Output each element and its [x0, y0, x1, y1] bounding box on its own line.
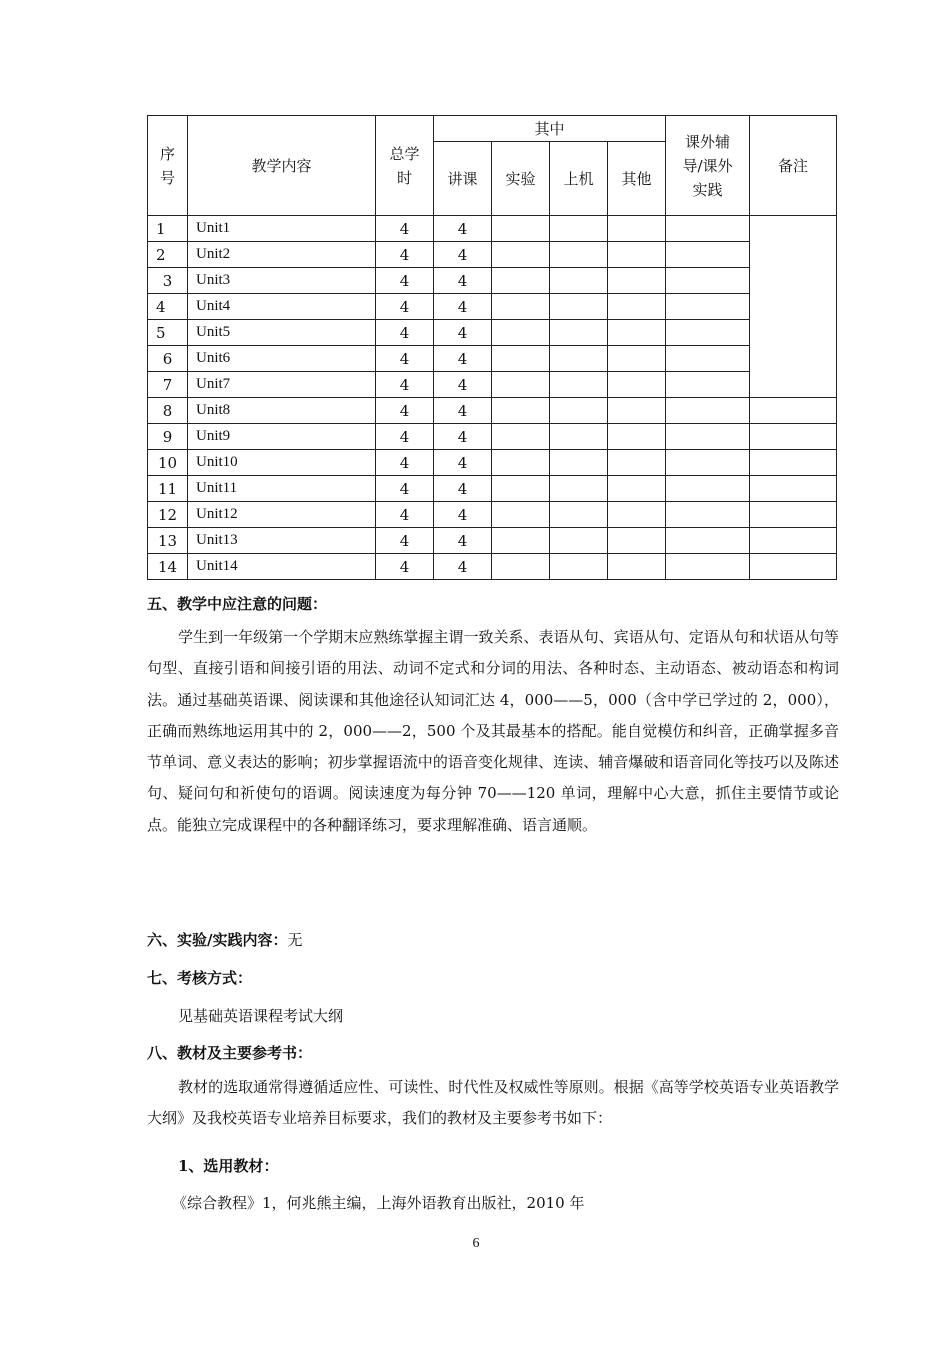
header-lecture: 讲课 [434, 142, 492, 216]
section6-heading-text: 六、实验/实践内容： [147, 931, 288, 949]
table-row [148, 424, 837, 450]
cell-tutoring [666, 320, 750, 346]
cell-seq: 7 [148, 372, 188, 398]
table-row [148, 554, 837, 580]
section8-sub-heading: 1、选用教材： [178, 1157, 279, 1175]
cell-tutoring [666, 346, 750, 372]
cell-seq: 14 [148, 554, 188, 580]
cell-total-hours: 4 [376, 476, 434, 502]
cell-experiment [492, 554, 550, 580]
schedule-table [147, 115, 837, 580]
cell-tutoring [666, 398, 750, 424]
cell-tutoring [666, 424, 750, 450]
header-experiment: 实验 [492, 142, 550, 216]
cell-tutoring [666, 216, 750, 242]
cell-tutoring [666, 476, 750, 502]
cell-computer [550, 450, 608, 476]
cell-content: Unit3 [188, 268, 376, 294]
cell-other [608, 294, 666, 320]
cell-other [608, 242, 666, 268]
cell-remarks [750, 554, 837, 580]
cell-content: Unit8 [188, 398, 376, 424]
header-of-which: 其中 [434, 116, 666, 142]
table-row [148, 320, 837, 346]
cell-content: Unit7 [188, 372, 376, 398]
header-seq: 序号 [148, 116, 188, 216]
cell-remarks [750, 450, 837, 476]
section8-body [147, 1072, 839, 1135]
cell-computer [550, 476, 608, 502]
cell-content: Unit10 [188, 450, 376, 476]
section6-heading [147, 929, 303, 950]
cell-content: Unit9 [188, 424, 376, 450]
cell-lecture: 4 [434, 346, 492, 372]
table-row [148, 346, 837, 372]
section6-value: 无 [287, 931, 303, 949]
cell-total-hours: 4 [376, 450, 434, 476]
cell-computer [550, 502, 608, 528]
table-row [148, 502, 837, 528]
cell-tutoring [666, 294, 750, 320]
cell-content: Unit13 [188, 528, 376, 554]
cell-lecture: 4 [434, 216, 492, 242]
cell-content: Unit11 [188, 476, 376, 502]
cell-total-hours: 4 [376, 242, 434, 268]
cell-lecture: 4 [434, 242, 492, 268]
cell-seq: 4 [148, 294, 188, 320]
cell-experiment [492, 372, 550, 398]
cell-other [608, 346, 666, 372]
cell-remarks [750, 398, 837, 424]
cell-computer [550, 242, 608, 268]
cell-remarks-merged [750, 216, 837, 398]
table-row [148, 398, 837, 424]
cell-experiment [492, 216, 550, 242]
cell-tutoring [666, 528, 750, 554]
cell-remarks [750, 424, 837, 450]
cell-lecture: 4 [434, 320, 492, 346]
page-number: 6 [472, 1236, 480, 1251]
cell-lecture: 4 [434, 424, 492, 450]
cell-content: Unit14 [188, 554, 376, 580]
cell-other [608, 268, 666, 294]
cell-lecture: 4 [434, 450, 492, 476]
cell-seq: 8 [148, 398, 188, 424]
section5-body [147, 622, 839, 841]
cell-content: Unit12 [188, 502, 376, 528]
cell-seq: 11 [148, 476, 188, 502]
header-other: 其他 [608, 142, 666, 216]
cell-total-hours: 4 [376, 320, 434, 346]
section5-body-text: 学生到一年级第一个学期末应熟练掌握主谓一致关系、表语从句、宾语从句、定语从句和状语从句等句型、直接引语和间接引语的用法、动词不定式和分词的用法、各种时态、主动语态、被动语态和构词法。通过基础英语课、阅读课和其他途径认知词汇达 4，000——5，000（含中学已学过的 2，000），正确而熟练地运用其中的 2，000——2，500 个及其最基本的搭配。能自觉模仿和纠音，正确掌握多音节单词、意义表达的影响；初步掌握语流中的语音变化规律、连读、辅音爆破和语音同化等技巧以及陈述句、疑问句和祈使句的语调。阅读速度为每分钟 70——120 单词，理解中心大意，抓住主要情节或论点。能独立完成课程中的各种翻译练习，要求理解准确、语言通顺。 [147, 628, 839, 834]
cell-computer [550, 320, 608, 346]
cell-total-hours: 4 [376, 424, 434, 450]
header-content: 教学内容 [188, 116, 376, 216]
table-row [148, 294, 837, 320]
cell-content: Unit2 [188, 242, 376, 268]
cell-seq: 13 [148, 528, 188, 554]
textbook-entry: 《综合教程》1，何兆熊主编，上海外语教育出版社，2010 年 [172, 1194, 585, 1212]
cell-seq: 2 [148, 242, 188, 268]
cell-other [608, 502, 666, 528]
header-computer: 上机 [550, 142, 608, 216]
cell-tutoring [666, 554, 750, 580]
cell-computer [550, 294, 608, 320]
cell-tutoring [666, 268, 750, 294]
cell-computer [550, 398, 608, 424]
table-row [148, 216, 837, 242]
cell-other [608, 476, 666, 502]
cell-tutoring [666, 242, 750, 268]
table-row [148, 242, 837, 268]
cell-lecture: 4 [434, 372, 492, 398]
cell-lecture: 4 [434, 294, 492, 320]
cell-remarks [750, 476, 837, 502]
cell-lecture: 4 [434, 502, 492, 528]
cell-other [608, 320, 666, 346]
table-body [148, 216, 837, 580]
cell-lecture: 4 [434, 398, 492, 424]
table-row [148, 528, 837, 554]
section8-body-text: 教材的选取通常得遵循适应性、可读性、时代性及权威性等原则。根据《高等学校英语专业英语教学大纲》及我校英语专业培养目标要求，我们的教材及主要参考书如下： [147, 1078, 839, 1128]
section7-body: 见基础英语课程考试大纲 [178, 1007, 344, 1025]
cell-total-hours: 4 [376, 528, 434, 554]
cell-seq: 6 [148, 346, 188, 372]
cell-remarks [750, 502, 837, 528]
cell-seq: 10 [148, 450, 188, 476]
cell-tutoring [666, 450, 750, 476]
cell-experiment [492, 450, 550, 476]
table-row [148, 476, 837, 502]
cell-other [608, 398, 666, 424]
cell-total-hours: 4 [376, 372, 434, 398]
cell-total-hours: 4 [376, 216, 434, 242]
cell-experiment [492, 346, 550, 372]
cell-experiment [492, 502, 550, 528]
cell-computer [550, 372, 608, 398]
table-row [148, 450, 837, 476]
cell-lecture: 4 [434, 268, 492, 294]
cell-other [608, 424, 666, 450]
cell-seq: 12 [148, 502, 188, 528]
cell-seq: 1 [148, 216, 188, 242]
cell-lecture: 4 [434, 528, 492, 554]
section8-heading: 八、教材及主要参考书： [147, 1044, 313, 1062]
cell-remarks [750, 528, 837, 554]
cell-experiment [492, 424, 550, 450]
table-row [148, 372, 837, 398]
cell-computer [550, 346, 608, 372]
cell-seq: 3 [148, 268, 188, 294]
cell-computer [550, 554, 608, 580]
cell-total-hours: 4 [376, 502, 434, 528]
cell-lecture: 4 [434, 476, 492, 502]
cell-tutoring [666, 372, 750, 398]
cell-total-hours: 4 [376, 346, 434, 372]
cell-other [608, 372, 666, 398]
cell-experiment [492, 320, 550, 346]
cell-computer [550, 424, 608, 450]
cell-experiment [492, 294, 550, 320]
cell-other [608, 528, 666, 554]
cell-experiment [492, 528, 550, 554]
cell-content: Unit5 [188, 320, 376, 346]
table-row [148, 268, 837, 294]
cell-seq: 9 [148, 424, 188, 450]
cell-content: Unit4 [188, 294, 376, 320]
cell-content: Unit6 [188, 346, 376, 372]
cell-experiment [492, 268, 550, 294]
cell-seq: 5 [148, 320, 188, 346]
cell-computer [550, 216, 608, 242]
section5-heading: 五、教学中应注意的问题： [147, 595, 328, 613]
header-tutoring: 课外辅导/课外实践 [666, 116, 750, 216]
cell-content: Unit1 [188, 216, 376, 242]
cell-experiment [492, 242, 550, 268]
header-total-hours: 总学时 [376, 116, 434, 216]
cell-other [608, 216, 666, 242]
header-remarks: 备注 [750, 116, 837, 216]
cell-tutoring [666, 502, 750, 528]
section7-heading: 七、考核方式： [147, 969, 253, 987]
cell-experiment [492, 398, 550, 424]
cell-total-hours: 4 [376, 268, 434, 294]
cell-experiment [492, 476, 550, 502]
cell-other [608, 554, 666, 580]
cell-lecture: 4 [434, 554, 492, 580]
cell-computer [550, 528, 608, 554]
cell-other [608, 450, 666, 476]
cell-total-hours: 4 [376, 398, 434, 424]
cell-total-hours: 4 [376, 294, 434, 320]
cell-total-hours: 4 [376, 554, 434, 580]
cell-computer [550, 268, 608, 294]
